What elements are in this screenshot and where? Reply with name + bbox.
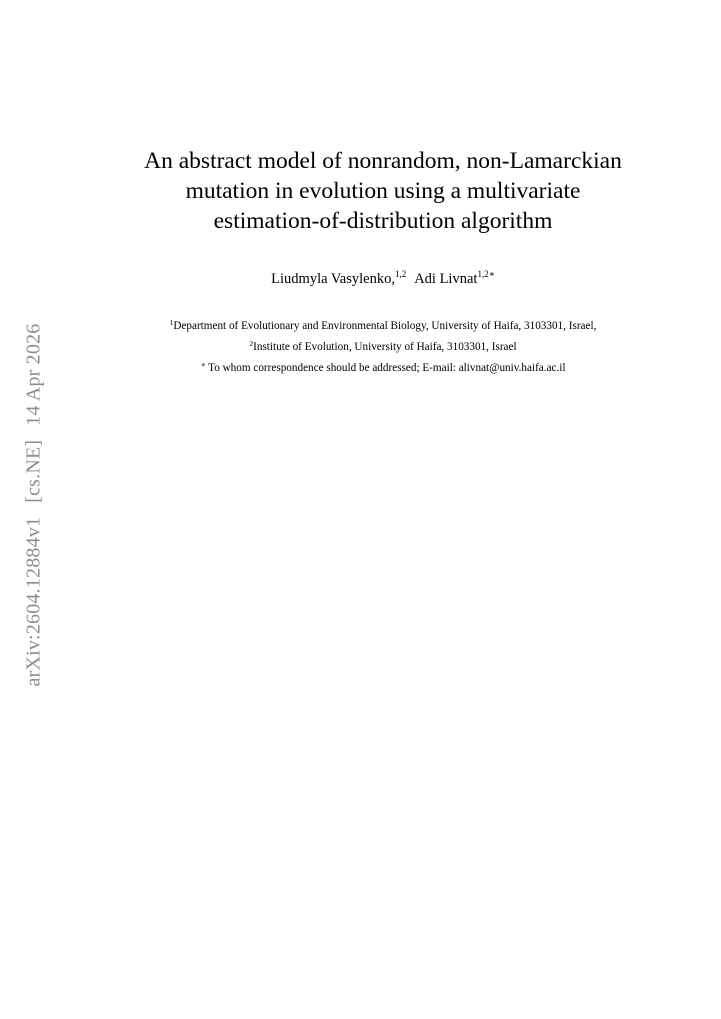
affiliations-block [60,316,706,379]
title-line-2: mutation in evolution using a multivariate [185,178,581,204]
affiliation-text: Department of Evolutionary and Environmental Biology, University of Haifa, 3103301, Israel, [173,320,597,332]
author-affiliation-marks: 1,2∗ [477,269,495,279]
correspondence-text: To whom correspondence should be addressed; E-mail: alivnat@univ.haifa.ac.il [205,362,566,374]
correspondence-line [60,358,706,379]
correspondence-mark: ∗ [200,360,206,369]
affiliation-mark: 2 [249,339,254,348]
arxiv-identifier-stamp [23,324,46,687]
author-list [60,270,706,288]
affiliation-line [60,316,706,337]
author-name: Liudmyla Vasylenko, [271,271,395,287]
paper-title [60,146,706,236]
title-line-1: An abstract model of nonrandom, non-Lamarckian [144,148,622,174]
title-line-3: estimation-of-distribution algorithm [213,208,553,234]
affiliation-mark: 1 [169,318,174,327]
arxiv-id: arXiv:2604.12884v1 [22,516,45,687]
affiliation-line [60,337,706,358]
author-affiliation-marks: 1,2 [394,269,407,279]
author-name: Adi Livnat [414,271,478,287]
arxiv-date: 14 Apr 2026 [22,323,45,426]
affiliation-text: Institute of Evolution, University of Haifa, 3103301, Israel [253,341,517,353]
arxiv-category: [cs.NE] [22,439,45,503]
